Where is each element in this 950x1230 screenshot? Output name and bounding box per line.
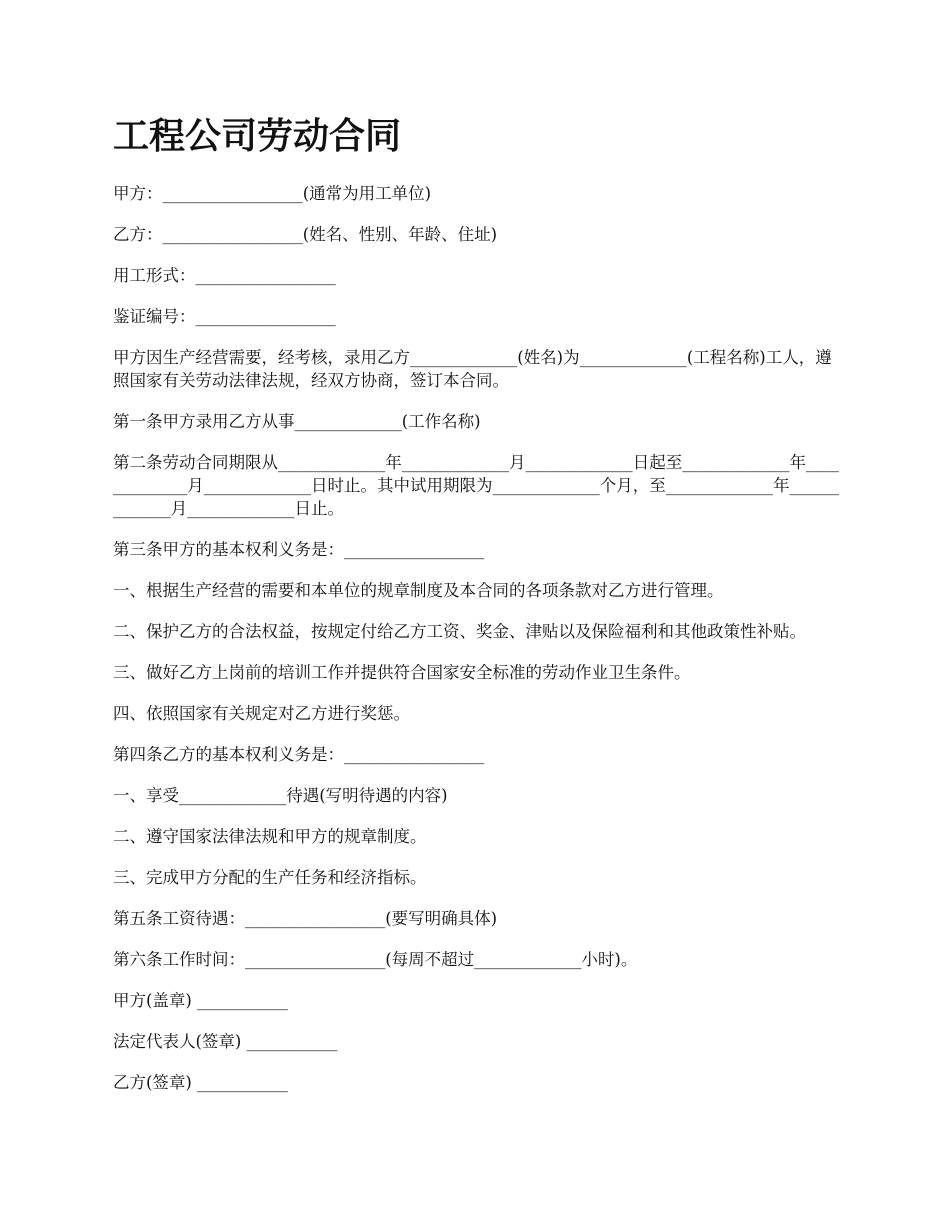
- party-a-line: 甲方：_________________(通常为用工单位): [113, 184, 432, 203]
- preamble-paragraph: 甲方因生产经营需要，经考核，录用乙方_____________(姓名)为_____________(工程名称)工人，遵照国家有关劳动法律法规，经双方协商，签订本合同。: [113, 348, 832, 390]
- article-4-item-1: 一、享受_____________待遇(写明待遇的内容): [113, 786, 448, 805]
- article-3-item-4: 四、依照国家有关规定对乙方进行奖惩。: [113, 704, 410, 723]
- article-2: 第二条劳动合同期限从_____________年_____________月_____________日起至_____________年_____________月_____________日时止。其中试用期限为_____________个月，至_____________年_____________月_____________日止。: [113, 453, 839, 518]
- party-b-line: 乙方：_________________(姓名、性别、年龄、住址): [113, 225, 498, 244]
- party-a-seal-line: 甲方(盖章) ___________: [113, 991, 288, 1010]
- article-3-item-2: 二、保护乙方的合法权益，按规定付给乙方工资、奖金、津贴以及保险福利和其他政策性补贴。: [113, 622, 806, 641]
- article-6: 第六条工作时间：_________________(每周不超过_____________小时)。: [113, 950, 638, 969]
- party-b-signature-line: 乙方(签章) ___________: [113, 1073, 288, 1092]
- article-3-item-1: 一、根据生产经营的需要和本单位的规章制度及本合同的各项条款对乙方进行管理。: [113, 581, 724, 600]
- certification-number-line: 鉴证编号：_________________: [113, 307, 336, 326]
- article-4: 第四条乙方的基本权利义务是：_________________: [113, 745, 485, 764]
- article-1: 第一条甲方录用乙方从事_____________(工作名称): [113, 412, 481, 431]
- document-title: 工程公司劳动合同: [113, 115, 402, 157]
- article-3-item-3: 三、做好乙方上岗前的培训工作并提供符合国家安全标准的劳动作业卫生条件。: [113, 663, 691, 682]
- article-4-item-2: 二、遵守国家法律法规和甲方的规章制度。: [113, 827, 427, 846]
- legal-representative-signature-line: 法定代表人(签章) ___________: [113, 1032, 338, 1051]
- article-3: 第三条甲方的基本权利义务是：_________________: [113, 540, 485, 559]
- article-5: 第五条工资待遇：_________________(要写明确具体): [113, 909, 498, 928]
- article-4-item-3: 三、完成甲方分配的生产任务和经济指标。: [113, 868, 427, 887]
- employment-form-line: 用工形式：_________________: [113, 266, 336, 285]
- document-page: [113, 112, 841, 1112]
